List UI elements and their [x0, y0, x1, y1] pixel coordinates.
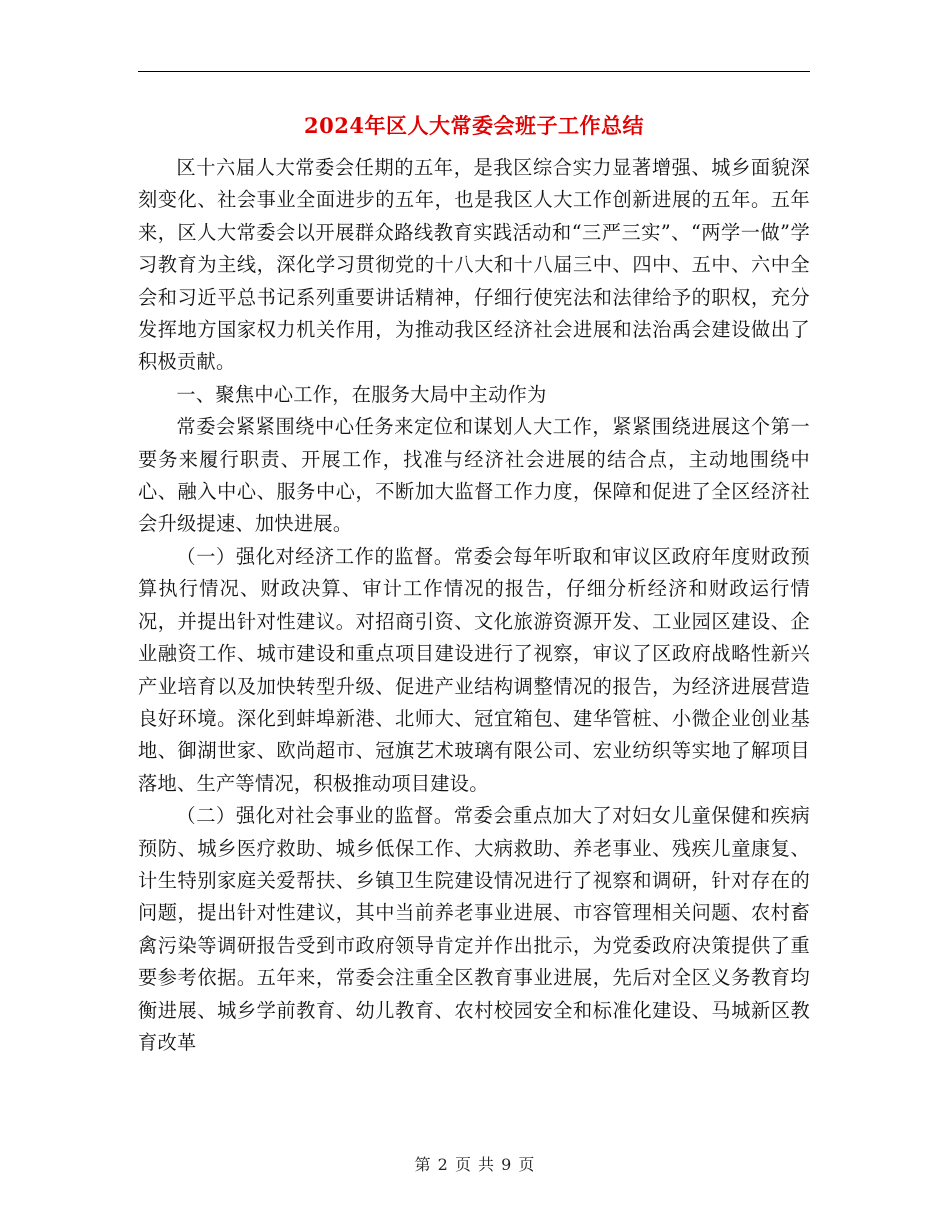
section-heading-1: 一、聚焦中心工作，在服务大局中主动作为	[176, 382, 547, 406]
page-number: 第 2 页 共 9 页	[414, 1155, 536, 1174]
paragraph-intro: 区十六届人大常委会任期的五年，是我区综合实力显著增强、城乡面貌深刻变化、社会事业全面进步的五年，也是我区人大工作创新进展的五年。五年来，区人大常委会以开展群众路线教育实践活动和“三严三实”、“两学一做”学习教育为主线，深化学习贯彻党的十八大和十八届三中、四中、五中、六中全会和习近平总书记系列重要讲话精神，仔细行使宪法和法律给予的职权，充分发挥地方国家权力机关作用，为推动我区经济社会进展和法治禹会建设做出了积极贡献。	[138, 156, 810, 374]
header-rule	[138, 71, 810, 72]
document-title: 2024年区人大常委会班子工作总结	[304, 113, 644, 138]
paragraph-economic-oversight: （一）强化对经济工作的监督。常委会每年听取和审议区政府年度财政预算执行情况、财政决算、审计工作情况的报告，仔细分析经济和财政运行情况，并提出针对性建议。对招商引资、文化旅游资源开发、工业园区建设、企业融资工作、城市建设和重点项目建设进行了视察，审议了区政府战略性新兴产业培育以及加快转型升级、促进产业结构调整情况的报告，为经济进展营造良好环境。深化到蚌埠新港、北师大、冠宜箱包、建华管桩、小微企业创业基地、御湖世家、欧尚超市、冠旗艺术玻璃有限公司、宏业纺织等实地了解项目落地、生产等情况，积极推动项目建设。	[138, 544, 810, 795]
paragraph-social-oversight: （二）强化对社会事业的监督。常委会重点加大了对妇女儿童保健和疾病预防、城乡医疗救助、城乡低保工作、大病救助、养老事业、残疾儿童康复、计生特别家庭关爱帮扶、乡镇卫生院建设情况进行了视察和调研，针对存在的问题，提出针对性建议，其中当前养老事业进展、市容管理相关问题、农村畜禽污染等调研报告受到市政府领导肯定并作出批示，为党委政府决策提供了重要参考依据。五年来，常委会注重全区教育事业进展，先后对全区义务教育均衡进展、城乡学前教育、幼儿教育、农村校园安全和标准化建设、马城新区教育改革	[138, 804, 810, 1054]
document-body	[138, 152, 810, 1059]
paragraph-section-1: 常委会紧紧围绕中心任务来定位和谋划人大工作，紧紧围绕进展这个第一要务来履行职责、开展工作，找准与经济社会进展的结合点，主动地围绕中心、融入中心、服务中心，不断加大监督工作力度，保障和促进了全区经济社会升级提速、加快进展。	[138, 415, 810, 536]
